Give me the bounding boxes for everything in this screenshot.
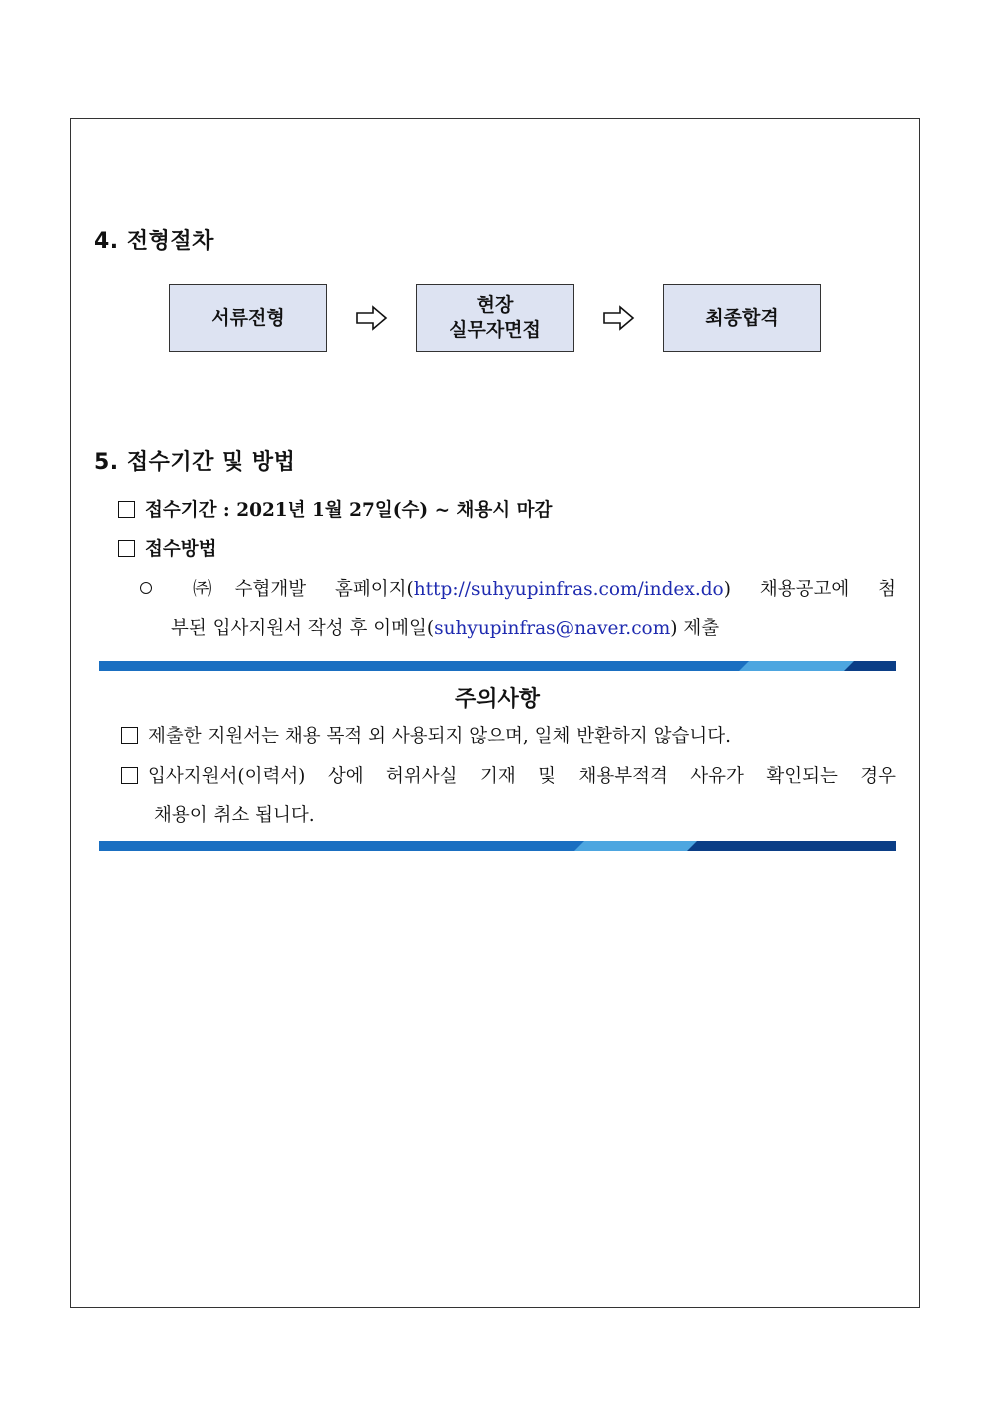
notice-item-1-text: 제출한 지원서는 채용 목적 외 사용되지 않으며, 일체 반환하지 않습니다. <box>148 726 731 747</box>
bottom-rule <box>99 841 896 851</box>
method-line <box>118 537 216 563</box>
section-4-heading: 4. 전형절차 <box>94 229 214 254</box>
step-field-interview <box>416 284 574 352</box>
right-arrow-icon <box>603 305 635 331</box>
checkbox-icon <box>121 727 138 744</box>
step-final-pass <box>663 284 821 352</box>
method-text: 접수방법 <box>145 539 217 560</box>
checkbox-icon <box>121 767 138 784</box>
method-item-line2: 부된 입사지원서 작성 후 이메일(suhyupinfras@naver.com) 제출 <box>171 618 720 639</box>
checkbox-icon <box>118 540 135 557</box>
notice-item-2 <box>121 764 896 790</box>
checkbox-icon <box>118 501 135 518</box>
step-label: 서류전형 <box>211 306 285 329</box>
section-5-heading: 5. 접수기간 및 방법 <box>94 450 296 475</box>
period-text: 접수기간 : 2021년 1월 27일(수) ~ 채용시 마감 <box>145 500 553 521</box>
step-label-line1: 현장 <box>476 294 514 316</box>
step-document-screening <box>169 284 327 352</box>
notice-item-1 <box>121 724 731 750</box>
notice-item-2-continued: 채용이 취소 됩니다. <box>154 805 315 826</box>
notice-title: 주의사항 <box>454 687 540 712</box>
notice-item-2-text: 입사지원서(이력서) 상에 허위사실 기재 및 채용부적격 사유가 확인되는 경우 <box>148 766 896 787</box>
homepage-link[interactable]: http://suhyupinfras.com/index.do <box>413 579 724 600</box>
top-rule <box>99 661 896 671</box>
right-arrow-icon <box>356 305 388 331</box>
bullet-circle-icon <box>140 582 152 594</box>
step-label-line2: 실무자면접 <box>449 319 541 341</box>
period-line <box>118 498 552 524</box>
method-item-line1: ㈜수협개발 홈페이지(http://suhyupinfras.com/index.do) 채용공고에 첨 <box>140 577 896 603</box>
email-link[interactable]: suhyupinfras@naver.com <box>434 618 671 639</box>
step-label: 최종합격 <box>705 306 779 329</box>
